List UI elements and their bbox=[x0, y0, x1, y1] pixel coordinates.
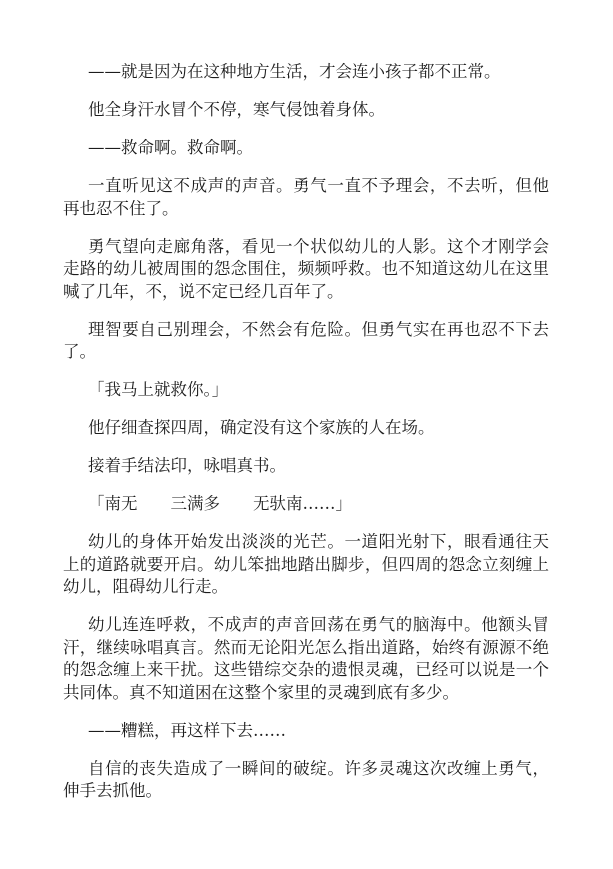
text-line: 上的道路就要开启。幼儿笨拙地踏出脚步，但四周的怨念立刻缠上 bbox=[63, 554, 549, 574]
paragraph bbox=[63, 417, 549, 440]
text-line: 勇气望向走廊角落，看见一个状似幼儿的人影。这个才刚学会 bbox=[88, 236, 549, 256]
text-line: 一直听见这不成声的声音。勇气一直不予理会，不去听，但他 bbox=[88, 176, 549, 195]
text-line: 走路的幼儿被周围的怨念围住，频频呼救。也不知道这幼儿在这里 bbox=[63, 259, 549, 278]
paragraph bbox=[63, 531, 549, 599]
text-line: 「我马上就救你。」 bbox=[88, 380, 229, 399]
paragraph bbox=[63, 137, 549, 160]
chant-paragraph bbox=[63, 493, 549, 516]
text-line: 了。 bbox=[63, 342, 96, 361]
text-line: 喊了几年，不，说不定已经几百年了。 bbox=[63, 281, 344, 301]
text-line: 共同体。真不知道困在这整个家里的灵魂到底有多少。 bbox=[63, 682, 459, 702]
paragraph bbox=[63, 61, 549, 84]
text-line: ——糟糕，再这样下去…… bbox=[88, 720, 286, 740]
text-line: 汗，继续咏唱真言。然而无论阳光怎么指出道路，始终有源源不绝 bbox=[63, 637, 549, 657]
text-line: 「南无 三满多 无驮南……」 bbox=[88, 494, 352, 513]
paragraph bbox=[63, 455, 549, 478]
text-line: 伸手去抓他。 bbox=[63, 781, 162, 800]
text-line: 理智要自己别理会，不然会有危险。但勇气实在再也忍不下去 bbox=[88, 319, 549, 339]
paragraph bbox=[63, 758, 549, 803]
text-line: 他全身汗水冒个不停，寒气侵蚀着身体。 bbox=[88, 100, 385, 119]
body-text bbox=[63, 61, 549, 818]
paragraph bbox=[63, 99, 549, 122]
paragraph bbox=[63, 175, 549, 220]
paragraph bbox=[63, 720, 549, 743]
paragraph bbox=[63, 319, 549, 364]
text-line: 幼儿的身体开始发出淡淡的光芒。一道阳光射下，眼看通往天 bbox=[88, 532, 549, 551]
text-line: 的怨念缠上来干扰。这些错综交杂的遗恨灵魂，已经可以说是一个 bbox=[63, 660, 549, 679]
text-line: 幼儿连连呼救，不成声的声音回荡在勇气的脑海中。他额头冒 bbox=[88, 615, 549, 634]
paragraph bbox=[63, 614, 549, 704]
text-line: 幼儿，阻碍幼儿行走。 bbox=[63, 577, 228, 596]
text-line: 自信的丧失造成了一瞬间的破绽。许多灵魂这次改缠上勇气， bbox=[88, 758, 549, 778]
text-line: 再也忍不住了。 bbox=[63, 198, 179, 218]
text-line: 接着手结法印，咏唱真书。 bbox=[88, 456, 286, 475]
dialogue-paragraph bbox=[63, 379, 549, 402]
paragraph bbox=[63, 236, 549, 304]
text-line: 他仔细查探四周，确定没有这个家族的人在场。 bbox=[88, 418, 435, 437]
text-line: ——救命啊。救命啊。 bbox=[88, 138, 253, 157]
text-line: ——就是因为在这种地方生活，才会连小孩子都不正常。 bbox=[88, 62, 501, 81]
